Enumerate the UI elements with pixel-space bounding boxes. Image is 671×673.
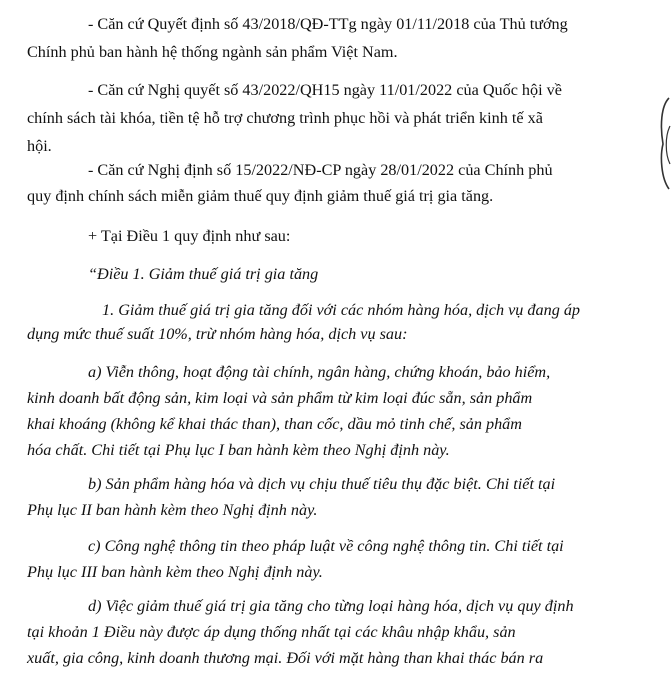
item-d-line-3: xuất, gia công, kinh doanh thương mại. Đối với mặt hàng than khai thác bán ra: [27, 649, 544, 667]
clause-1-line-2: dụng mức thuế suất 10%, trừ nhóm hàng hóa, dịch vụ sau:: [27, 325, 408, 343]
item-c-line-2: Phụ lục III ban hành kèm theo Nghị định này.: [27, 563, 323, 581]
item-c-line-1: c) Công nghệ thông tin theo pháp luật về công nghệ thông tin. Chi tiết tại: [88, 537, 564, 555]
item-a-line-4: hóa chất. Chi tiết tại Phụ lục I ban hành kèm theo Nghị định này.: [27, 441, 450, 459]
citation-decree-15-line-1: - Căn cứ Nghị định số 15/2022/NĐ-CP ngày 28/01/2022 của Chính phủ: [88, 161, 553, 179]
item-d-line-1: d) Việc giảm thuế giá trị gia tăng cho từng loại hàng hóa, dịch vụ quy định: [88, 597, 574, 615]
item-a-line-2: kinh doanh bất động sản, kim loại và sản phẩm từ kim loại đúc sẵn, sản phẩm: [27, 389, 533, 407]
binding-mark: [657, 96, 671, 191]
citation-decision-43-line-1: - Căn cứ Quyết định số 43/2018/QĐ-TTg ngày 01/11/2018 của Thủ tướng: [88, 15, 568, 33]
citation-resolution-43-line-3: hội.: [27, 137, 52, 155]
citation-decree-15-line-2: quy định chính sách miễn giảm thuế quy định giảm thuế giá trị gia tăng.: [27, 187, 494, 205]
citation-decision-43-line-2: Chính phủ ban hành hệ thống ngành sản phẩm Việt Nam.: [27, 43, 398, 61]
clause-1-line-1: 1. Giảm thuế giá trị gia tăng đối với các nhóm hàng hóa, dịch vụ đang áp: [102, 301, 581, 319]
item-a-line-3: khai khoáng (không kể khai thác than), than cốc, dầu mỏ tinh chế, sản phẩm: [27, 415, 522, 433]
citation-resolution-43-line-2: chính sách tài khóa, tiền tệ hỗ trợ chương trình phục hồi và phát triển kinh tế xã: [27, 109, 543, 127]
item-a-line-1: a) Viễn thông, hoạt động tài chính, ngân hàng, chứng khoán, bảo hiểm,: [88, 363, 551, 381]
item-b-line-1: b) Sản phẩm hàng hóa và dịch vụ chịu thuế tiêu thụ đặc biệt. Chi tiết tại: [88, 475, 556, 493]
item-d-line-2: tại khoản 1 Điều này được áp dụng thống nhất tại các khâu nhập khẩu, sản: [27, 623, 516, 641]
citation-resolution-43-line-1: - Căn cứ Nghị quyết số 43/2022/QH15 ngày 11/01/2022 của Quốc hội về: [88, 81, 562, 99]
item-b-line-2: Phụ lục II ban hành kèm theo Nghị định này.: [27, 501, 318, 519]
article-intro-line: + Tại Điều 1 quy định như sau:: [88, 227, 291, 245]
article-1-heading: “Điều 1. Giảm thuế giá trị gia tăng: [88, 265, 319, 283]
